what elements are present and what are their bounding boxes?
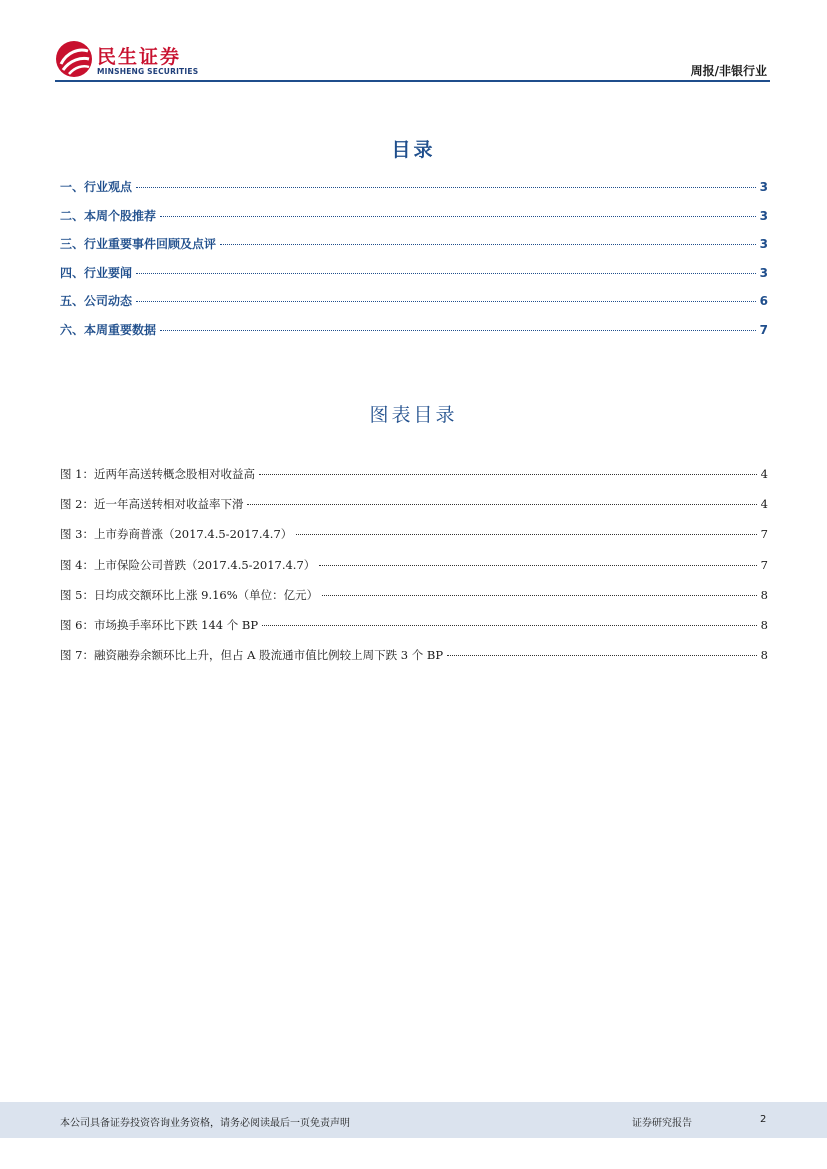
toc-entry[interactable]: [60, 207, 768, 236]
toc-entry[interactable]: [60, 321, 768, 350]
figure-entry[interactable]: [60, 647, 768, 677]
toc-entry-page: 7: [759, 322, 768, 337]
figure-entry-page: 7: [760, 557, 768, 572]
toc-entry-page: 3: [759, 237, 768, 252]
toc-entry-page: 6: [759, 294, 768, 309]
table-of-contents: [60, 178, 768, 350]
dot-leader: [322, 595, 757, 596]
page-number: 2: [760, 1114, 767, 1125]
toc-entry-label: 三、行业重要事件回顾及点评: [60, 237, 217, 252]
page-header: [0, 0, 827, 90]
figure-entry-page: 4: [760, 467, 768, 481]
figure-entry[interactable]: [60, 617, 768, 647]
figure-entry-page: 8: [760, 587, 768, 602]
toc-entry-label: 四、行业要闻: [60, 265, 133, 280]
figure-entry[interactable]: [60, 587, 768, 617]
figure-entry[interactable]: [60, 526, 768, 556]
figure-entry[interactable]: [60, 557, 768, 587]
toc-entry[interactable]: [60, 178, 768, 207]
dot-leader: [220, 244, 756, 245]
figure-entry-page: 7: [760, 527, 768, 542]
figure-entry-page: 8: [760, 648, 768, 663]
toc-entry-label: 六、本周重要数据: [60, 322, 157, 337]
figure-entry-page: 4: [760, 497, 768, 512]
figure-entry-label: 图 2：近一年高送转相对收益率下滑: [60, 497, 244, 512]
dot-leader: [447, 655, 757, 656]
minsheng-logo-icon: [55, 40, 93, 78]
figure-entry-page: 8: [760, 617, 768, 632]
toc-entry-label: 二、本周个股推荐: [60, 208, 157, 223]
toc-entry[interactable]: [60, 235, 768, 264]
dot-leader: [319, 565, 756, 566]
footer-report-type: 证券研究报告: [632, 1118, 692, 1129]
dot-leader: [160, 330, 756, 331]
dot-leader: [262, 625, 757, 626]
toc-entry-page: 3: [759, 208, 768, 223]
company-logo: [55, 40, 205, 80]
figure-entry-label: 图 3：上市券商普涨（2017.4.5-2017.4.7）: [60, 527, 293, 542]
dot-leader: [136, 273, 756, 274]
dot-leader: [136, 187, 756, 188]
figure-entry-label: 图 5：日均成交额环比上涨 9.16%（单位：亿元）: [60, 587, 319, 602]
figure-entry[interactable]: [60, 496, 768, 526]
figure-entry-label: 图 6：市场换手率环比下跌 144 个 BP: [60, 617, 259, 632]
logo-english-name: MINSHENG SECURITIES: [97, 67, 199, 76]
dot-leader: [160, 216, 756, 217]
header-divider: [55, 80, 770, 82]
document-type-label: 周报/非银行业: [690, 64, 767, 78]
footer-disclaimer: 本公司具备证券投资咨询业务资格，请务必阅读最后一页免责声明: [60, 1118, 350, 1129]
figure-entry-label: 图 4：上市保险公司普跌（2017.4.5-2017.4.7）: [60, 557, 316, 572]
toc-entry-label: 一、行业观点: [60, 180, 133, 194]
figure-index: [60, 466, 768, 677]
toc-title: 目录: [391, 139, 436, 161]
toc-entry-page: 3: [759, 265, 768, 280]
dot-leader: [136, 301, 756, 302]
toc-entry[interactable]: [60, 292, 768, 321]
toc-entry-page: 3: [759, 180, 768, 194]
page-footer: [0, 1102, 827, 1138]
figure-entry[interactable]: [60, 466, 768, 496]
dot-leader: [296, 534, 756, 535]
toc-entry[interactable]: [60, 264, 768, 293]
figure-entry-label: 图 7：融资融券余额环比上升，但占 A 股流通市值比例较上周下跌 3 个 BP: [60, 648, 444, 663]
figure-entry-label: 图 1：近两年高送转概念股相对收益高: [60, 467, 255, 481]
figure-index-title: 图表目录: [369, 404, 458, 426]
logo-chinese-name: 民生证券: [97, 46, 182, 68]
toc-entry-label: 五、公司动态: [60, 294, 133, 309]
dot-leader: [259, 474, 757, 475]
dot-leader: [247, 504, 756, 505]
